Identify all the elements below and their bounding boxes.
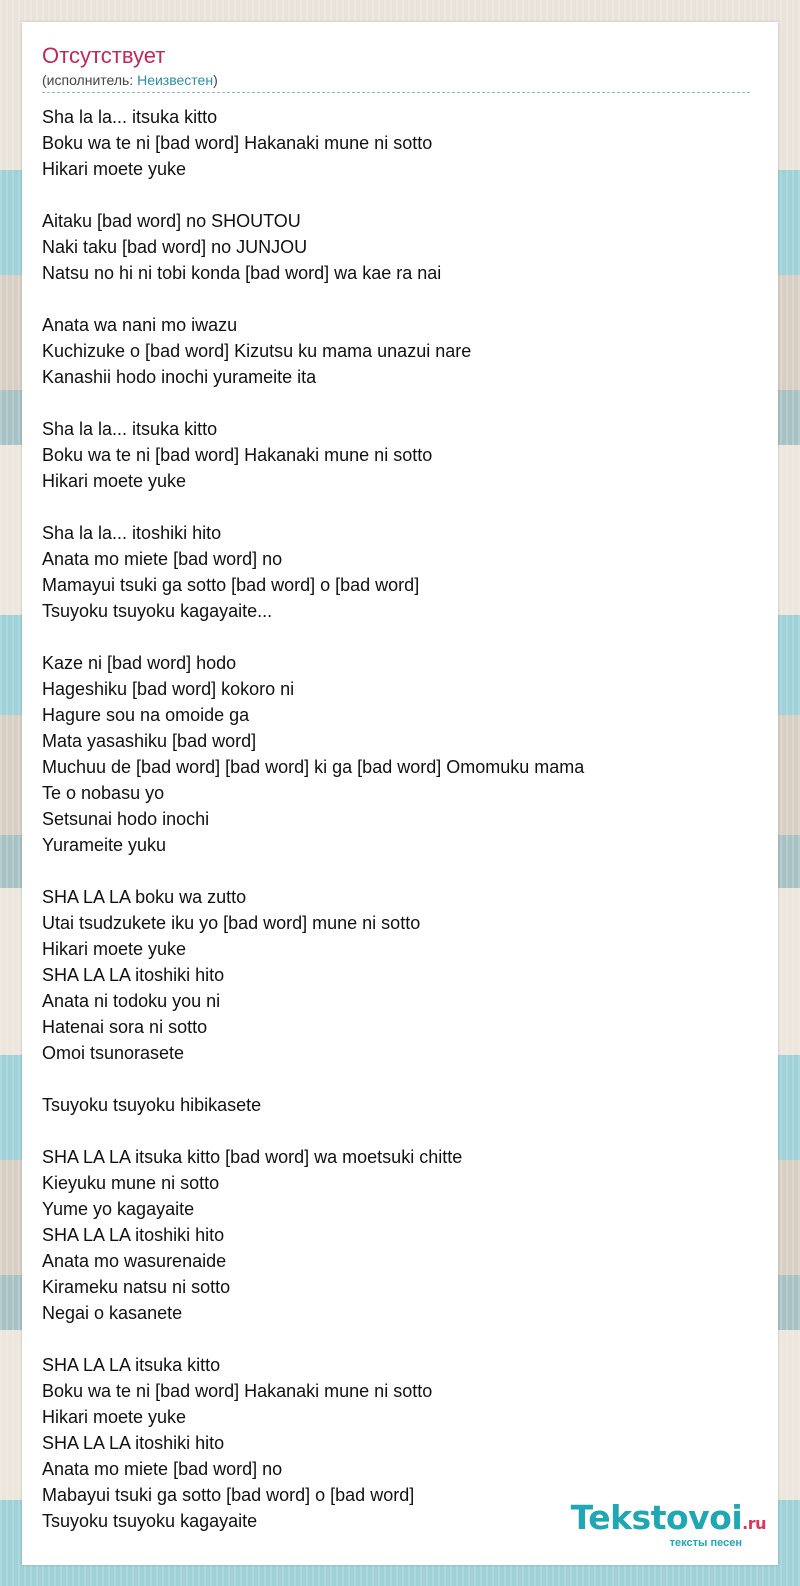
lyrics-line: SHA LA LA boku wa zutto bbox=[42, 887, 247, 907]
lyrics-line: SHA LA LA itoshiki hito bbox=[42, 1225, 225, 1245]
lyrics-line: Omoi tsunorasete bbox=[42, 1043, 185, 1063]
lyrics-line: Utai tsudzukete iku yo [bad word] mune ni sotto bbox=[42, 913, 421, 933]
lyrics-line: Mabayui tsuki ga sotto [bad word] o [bad word] bbox=[42, 1485, 415, 1505]
lyrics-stanza bbox=[42, 312, 752, 390]
lyrics-line: Yurameite yuku bbox=[42, 835, 167, 855]
lyrics-line: SHA LA LA itoshiki hito bbox=[42, 965, 225, 985]
lyrics-stanza bbox=[42, 416, 752, 494]
lyrics-line: Hikari moete yuke bbox=[42, 159, 187, 179]
lyrics-line: SHA LA LA itsuka kitto bbox=[42, 1355, 221, 1375]
lyrics-line: Aitaku [bad word] no SHOUTOU bbox=[42, 211, 301, 231]
lyrics-line: Hikari moete yuke bbox=[42, 471, 187, 491]
logo-wordmark bbox=[571, 1500, 766, 1542]
lyrics-line: Anata mo miete [bad word] no bbox=[42, 549, 283, 569]
lyrics-line: Kirameku natsu ni sotto bbox=[42, 1277, 231, 1297]
lyrics-stanza bbox=[42, 650, 752, 858]
song-title: Отсутствует bbox=[42, 43, 166, 68]
lyrics-line: Hatenai sora ni sotto bbox=[42, 1017, 208, 1037]
lyrics-line: Muchuu de [bad word] [bad word] ki ga [bad word] Omomuku mama bbox=[42, 757, 585, 777]
artist-line bbox=[42, 70, 750, 90]
lyrics-line: Mata yasashiku [bad word] bbox=[42, 731, 257, 751]
lyrics-line: Anata ni todoku you ni bbox=[42, 991, 221, 1011]
lyrics-line: Anata mo miete [bad word] no bbox=[42, 1459, 283, 1479]
lyrics-card bbox=[22, 22, 778, 1565]
lyrics-line: Negai o kasanete bbox=[42, 1303, 183, 1323]
lyrics-line: Anata wa nani mo iwazu bbox=[42, 315, 238, 335]
lyrics-line: SHA LA LA itsuka kitto [bad word] wa moetsuki chitte bbox=[42, 1147, 463, 1167]
lyrics-stanza bbox=[42, 104, 752, 182]
lyrics-line: Kieyuku mune ni sotto bbox=[42, 1173, 220, 1193]
lyrics-line: Tsuyoku tsuyoku kagayaite... bbox=[42, 601, 273, 621]
lyrics-stanza bbox=[42, 1144, 752, 1326]
logo-name: Tekstovoi bbox=[570, 1498, 743, 1537]
lyrics-line: Tsuyoku tsuyoku kagayaite bbox=[42, 1511, 258, 1531]
lyrics-line: Hikari moete yuke bbox=[42, 1407, 187, 1427]
lyrics-line: Boku wa te ni [bad word] Hakanaki mune ni sotto bbox=[42, 1381, 433, 1401]
lyrics-line: Anata mo wasurenaide bbox=[42, 1251, 227, 1271]
lyrics-line: Kuchizuke o [bad word] Kizutsu ku mama unazui nare bbox=[42, 341, 472, 361]
lyrics-line: Setsunai hodo inochi bbox=[42, 809, 210, 829]
lyrics-body bbox=[42, 104, 752, 1534]
lyrics-line: Mamayui tsuki ga sotto [bad word] o [bad word] bbox=[42, 575, 420, 595]
lyrics-line: Naki taku [bad word] no JUNJOU bbox=[42, 237, 308, 257]
logo-tld: .ru bbox=[742, 1514, 766, 1533]
song-header bbox=[42, 42, 750, 93]
artist-suffix: ) bbox=[213, 72, 218, 88]
lyrics-line: Natsu no hi ni tobi konda [bad word] wa kae ra nai bbox=[42, 263, 442, 283]
lyrics-line: Hikari moete yuke bbox=[42, 939, 187, 959]
lyrics-line: Sha la la... itsuka kitto bbox=[42, 419, 218, 439]
lyrics-line: Sha la la... itoshiki hito bbox=[42, 523, 222, 543]
lyrics-line: Sha la la... itsuka kitto bbox=[42, 107, 218, 127]
lyrics-line: Boku wa te ni [bad word] Hakanaki mune ni sotto bbox=[42, 445, 433, 465]
lyrics-line: Kanashii hodo inochi yurameite ita bbox=[42, 367, 317, 387]
artist-link[interactable]: Неизвестен bbox=[137, 72, 214, 88]
lyrics-line: Yume yo kagayaite bbox=[42, 1199, 195, 1219]
logo-tagline: тексты песен bbox=[669, 1537, 742, 1549]
lyrics-stanza bbox=[42, 1092, 752, 1118]
lyrics-stanza bbox=[42, 520, 752, 624]
artist-prefix: (исполнитель: bbox=[42, 72, 138, 88]
lyrics-line: Te o nobasu yo bbox=[42, 783, 165, 803]
lyrics-line: Boku wa te ni [bad word] Hakanaki mune ni sotto bbox=[42, 133, 433, 153]
lyrics-line: Tsuyoku tsuyoku hibikasete bbox=[42, 1095, 262, 1115]
lyrics-stanza bbox=[42, 884, 752, 1066]
lyrics-line: Kaze ni [bad word] hodo bbox=[42, 653, 237, 673]
lyrics-line: Hageshiku [bad word] kokoro ni bbox=[42, 679, 295, 699]
lyrics-line: Hagure sou na omoide ga bbox=[42, 705, 250, 725]
lyrics-stanza bbox=[42, 208, 752, 286]
site-logo[interactable] bbox=[571, 1500, 766, 1549]
lyrics-line: SHA LA LA itoshiki hito bbox=[42, 1433, 225, 1453]
